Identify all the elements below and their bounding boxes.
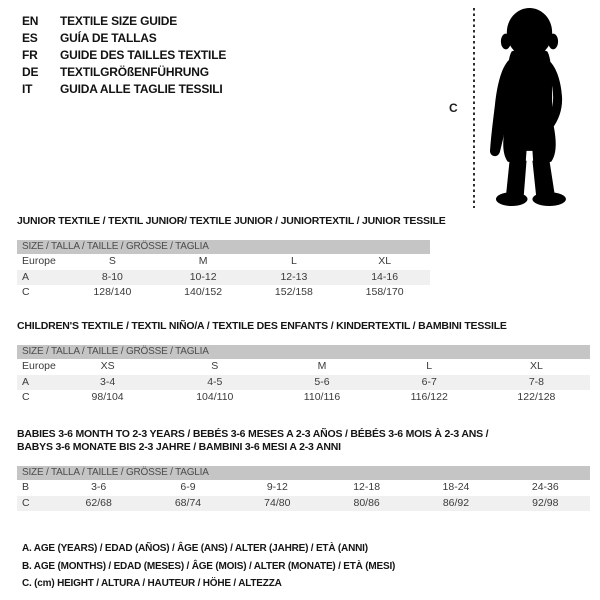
language-code: FR (22, 47, 38, 62)
table-cell: M (317, 360, 327, 372)
language-code: ES (22, 30, 38, 45)
table-cell: 122/128 (517, 391, 556, 403)
babies-textile-table (17, 428, 590, 511)
table-cell: 92/98 (532, 496, 559, 509)
table-cell: 8-10 (101, 270, 123, 283)
table-cell: 18-24 (442, 481, 470, 493)
table-cell: XS (100, 360, 115, 372)
table-row (17, 375, 590, 391)
table-cell: L (426, 360, 433, 372)
table-cell: 10-12 (189, 270, 217, 283)
footnote-c: C. (cm) HEIGHT / ALTURA / HAUTEUR / HÖHE / ALTEZZA (22, 578, 282, 589)
table-cell: S (108, 255, 116, 267)
table-cell: S (211, 360, 219, 372)
row-label: A (22, 270, 30, 283)
table-title-line: JUNIOR TEXTILE / TEXTIL JUNIOR/ TEXTILE JUNIOR / JUNIORTEXTIL / JUNIOR TESSILE (17, 215, 446, 227)
language-title: GUIDA ALLE TAGLIE TESSILI (60, 81, 223, 96)
table-cell: 4-5 (207, 375, 223, 388)
table-row (17, 270, 430, 286)
language-title: GUIDE DES TAILLES TEXTILE (60, 47, 227, 62)
table-cell: 110/116 (303, 391, 341, 403)
table-title (17, 215, 446, 228)
table-row (17, 254, 430, 270)
height-marker-label: C (449, 101, 458, 115)
row-label: C (22, 496, 30, 509)
table-cell: 86/92 (442, 496, 470, 509)
table-cell: XL (529, 360, 543, 372)
language-title: TEXTILE SIZE GUIDE (60, 13, 178, 28)
row-label: Europe (22, 255, 56, 267)
table-cell: 98/104 (91, 391, 124, 403)
table-title-line: CHILDREN'S TEXTILE / TEXTIL NIÑO/A / TEXTILE DES ENFANTS / KINDERTEXTIL / BAMBINI TESSILE (17, 320, 507, 332)
table-cell: 7-8 (528, 375, 544, 388)
table-cell: 6-7 (421, 375, 437, 388)
footnotes (22, 540, 395, 593)
table-cell: 80/86 (353, 496, 380, 509)
table-title-line: BABIES 3-6 MONTH TO 2-3 YEARS / BEBÉS 3-6 MESES A 2-3 AÑOS / BÉBÉS 3-6 MOIS À 2-3 ANS / (17, 428, 489, 440)
height-measure-dashed-line (473, 8, 475, 208)
table-row (17, 359, 590, 375)
baby-silhouette (481, 6, 575, 208)
table-cell: 12-13 (280, 270, 308, 283)
table-cell: 14-16 (371, 270, 399, 283)
table-cell: 62/68 (85, 496, 112, 509)
table-title (17, 320, 590, 333)
language-title-list (22, 12, 226, 97)
size-header-bar: SIZE / TALLA / TAILLE / GRÖSSE / TAGLIA (17, 466, 590, 480)
language-title: GUÍA DE TALLAS (60, 30, 157, 45)
table-cell: 3-6 (91, 481, 107, 493)
language-row (22, 12, 226, 29)
table-row (17, 285, 430, 301)
table-cell: 5-6 (314, 375, 330, 388)
language-code: IT (22, 81, 33, 96)
table-row (17, 496, 590, 512)
language-row (22, 80, 226, 97)
row-label: C (22, 391, 30, 403)
table-cell: 3-4 (100, 375, 116, 388)
language-title: TEXTILGRÖßENFÜHRUNG (60, 64, 209, 79)
language-row (22, 46, 226, 63)
table-cell: 104/110 (196, 391, 234, 403)
table-cell: 6-9 (180, 481, 196, 493)
table-cell: 68/74 (174, 496, 202, 509)
footnote-b: B. AGE (MONTHS) / EDAD (MESES) / ÂGE (MOIS) / ALTER (MONATE) / ETÀ (MESI) (22, 560, 396, 572)
table-row (17, 390, 590, 406)
language-row (22, 63, 226, 80)
table-title-line: BABYS 3-6 MONATE BIS 2-3 JAHRE / BAMBINI 3-6 MESI A 2-3 ANNI (17, 441, 341, 453)
size-header-bar: SIZE / TALLA / TAILLE / GRÖSSE / TAGLIA (17, 240, 430, 254)
table-cell: L (290, 255, 297, 267)
table-cell: 74/80 (264, 496, 291, 509)
table-cell: 9-12 (266, 481, 288, 493)
table-cell: 24-36 (531, 481, 559, 493)
table-row (17, 480, 590, 496)
language-code: DE (22, 64, 39, 79)
table-cell: 152/158 (274, 286, 313, 298)
table-cell: M (198, 255, 208, 267)
table-cell: 158/170 (365, 286, 404, 298)
row-label: C (22, 286, 30, 298)
table-cell: 140/152 (184, 286, 223, 298)
size-header-bar: SIZE / TALLA / TAILLE / GRÖSSE / TAGLIA (17, 345, 590, 359)
row-label: B (22, 481, 30, 493)
table-title (17, 428, 590, 454)
table-cell: 116/122 (410, 391, 448, 403)
table-cell: 12-18 (353, 481, 381, 493)
table-cell: XL (378, 255, 392, 267)
table-cell: 128/140 (93, 286, 132, 298)
row-label: Europe (22, 360, 56, 372)
childrens-textile-table (17, 320, 590, 406)
footnote-a: A. AGE (YEARS) / EDAD (AÑOS) / ÂGE (ANS) / ALTER (JAHRE) / ETÀ (ANNI) (22, 543, 368, 554)
language-row (22, 29, 226, 46)
junior-textile-table (17, 215, 446, 301)
language-code: EN (22, 13, 39, 28)
row-label: A (22, 375, 30, 388)
